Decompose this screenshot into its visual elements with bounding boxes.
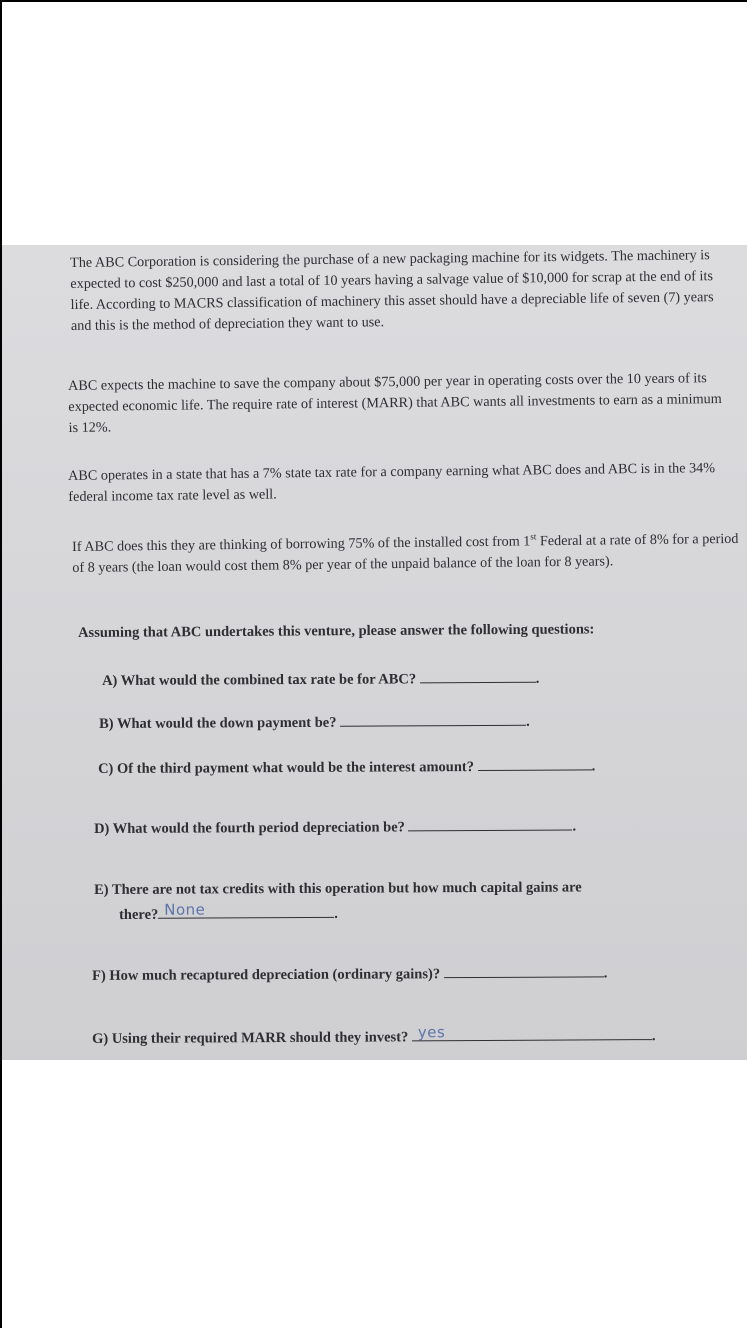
problem-paragraph-4	[72, 529, 744, 579]
question-e-text-2: there?	[119, 906, 159, 923]
question-b-text: B) What would the down payment be?	[99, 714, 337, 732]
answer-c-blank[interactable]	[478, 755, 592, 771]
question-g	[92, 1024, 656, 1051]
paragraph-4-start: If ABC does this they are thinking of borrowing 75% of the installed cost from 1	[72, 533, 531, 555]
question-e-period: .	[334, 905, 338, 922]
answer-a-blank[interactable]	[420, 668, 536, 684]
question-e-continued	[119, 902, 338, 927]
problem-paragraph-1: The ABC Corporation is considering the purchase of a new packaging machine for its widgets. The machinery is expected to cost $250,000 and last a total of 10 years having a salvage value of $10,000 for scrap at the end of its life. According to MACRS classification of machinery this asset should have a depreciable life of seven (7) years and this is the method of depreciation they want to use.	[70, 247, 714, 334]
question-b	[99, 710, 530, 736]
problem-paragraph-2: ABC expects the machine to save the company about $75,000 per year in operating costs over the 10 years of its expected economic life. The require rate of interest (MARR) that ABC wants all investments to earn as a minimum is 12%.	[68, 370, 722, 436]
question-e-text: E) There are not tax credits with this operation but how much capital gains are	[94, 879, 582, 898]
answer-e-handwriting: None	[164, 900, 206, 919]
question-f-period: .	[603, 965, 608, 982]
answer-g-blank[interactable]	[412, 1025, 652, 1041]
answer-e-blank[interactable]	[158, 900, 334, 919]
question-c	[98, 754, 595, 781]
superscript-st: st	[530, 531, 537, 542]
question-a-period: .	[535, 670, 540, 687]
question-d-period: .	[572, 818, 577, 835]
question-d	[94, 814, 576, 841]
questions-heading: Assuming that ABC undertakes this venture, please answer the following questions:	[78, 621, 595, 641]
problem-paragraph-3: ABC operates in a state that has a 7% state tax rate for a company earning what ABC does and ABC is in the 34% federal income tax rate level as well.	[68, 460, 716, 505]
question-a	[102, 667, 539, 693]
answer-g-handwriting: yes	[417, 1023, 446, 1042]
top-border	[0, 0, 747, 2]
question-c-text: C) Of the third payment what would be the interest amount?	[98, 759, 475, 777]
paragraph-4-end: Federal at a rate of 8% for a period of 8 years (the loan would cost them 8% per year of the unpaid balance of the loan for 8 years).	[72, 530, 739, 576]
question-g-period: .	[651, 1028, 656, 1045]
question-b-period: .	[526, 713, 530, 730]
question-d-text: D) What would the fourth period depreciation be?	[94, 819, 405, 837]
question-a-text: A) What would the combined tax rate be for ABC?	[102, 671, 417, 689]
question-f-text: F) How much recaptured depreciation (ordinary gains)?	[92, 966, 441, 984]
answer-d-blank[interactable]	[408, 815, 572, 831]
worksheet-photo	[2, 245, 747, 1060]
answer-f-blank[interactable]	[444, 962, 604, 978]
question-g-text: G) Using their required MARR should they invest?	[92, 1029, 409, 1047]
answer-b-blank[interactable]	[340, 711, 526, 727]
question-c-period: .	[591, 758, 596, 775]
question-f	[92, 961, 607, 988]
